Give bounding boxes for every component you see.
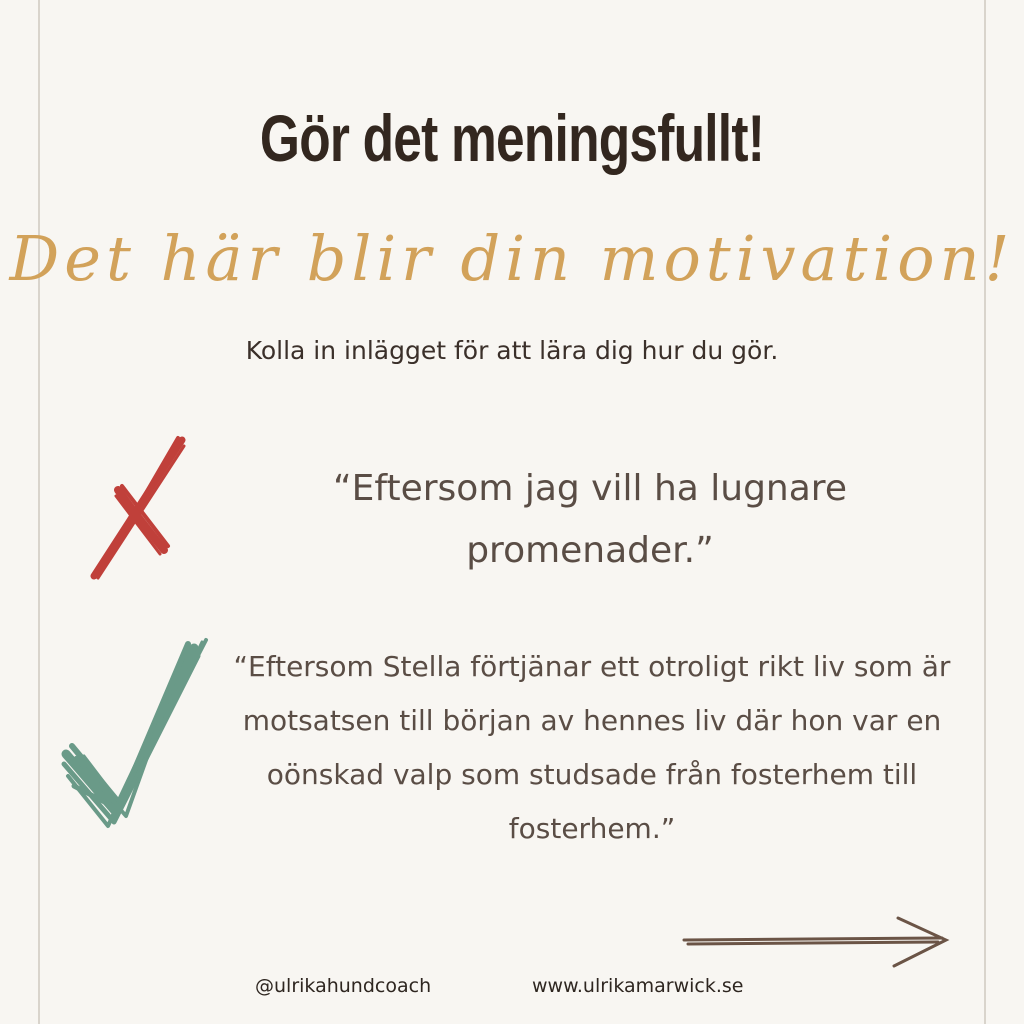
frame-line-right xyxy=(984,0,986,1024)
tagline: Kolla in inlägget för att lära dig hur du gör. xyxy=(245,336,779,365)
cross-mark-icon xyxy=(80,432,190,582)
instagram-handle[interactable]: @ulrikahundcoach xyxy=(255,975,432,997)
script-subtitle: Det här blir din motivation! xyxy=(9,222,1015,295)
check-mark-icon xyxy=(56,636,216,836)
arrow-right-icon[interactable] xyxy=(680,912,952,972)
frame-line-left xyxy=(38,0,40,1024)
bad-example-quote: “Eftersom jag vill ha lugnare promenader.” xyxy=(333,468,847,571)
website-link[interactable]: www.ulrikamarwick.se xyxy=(532,975,744,997)
page-title: Gör det meningsfullt! xyxy=(259,101,765,175)
good-example-quote: “Eftersom Stella förtjänar ett otroligt rikt liv som är motsatsen till början av hennes liv där hon var en oönskad valp som studsade från fosterhem till fosterhem.” xyxy=(233,650,951,845)
